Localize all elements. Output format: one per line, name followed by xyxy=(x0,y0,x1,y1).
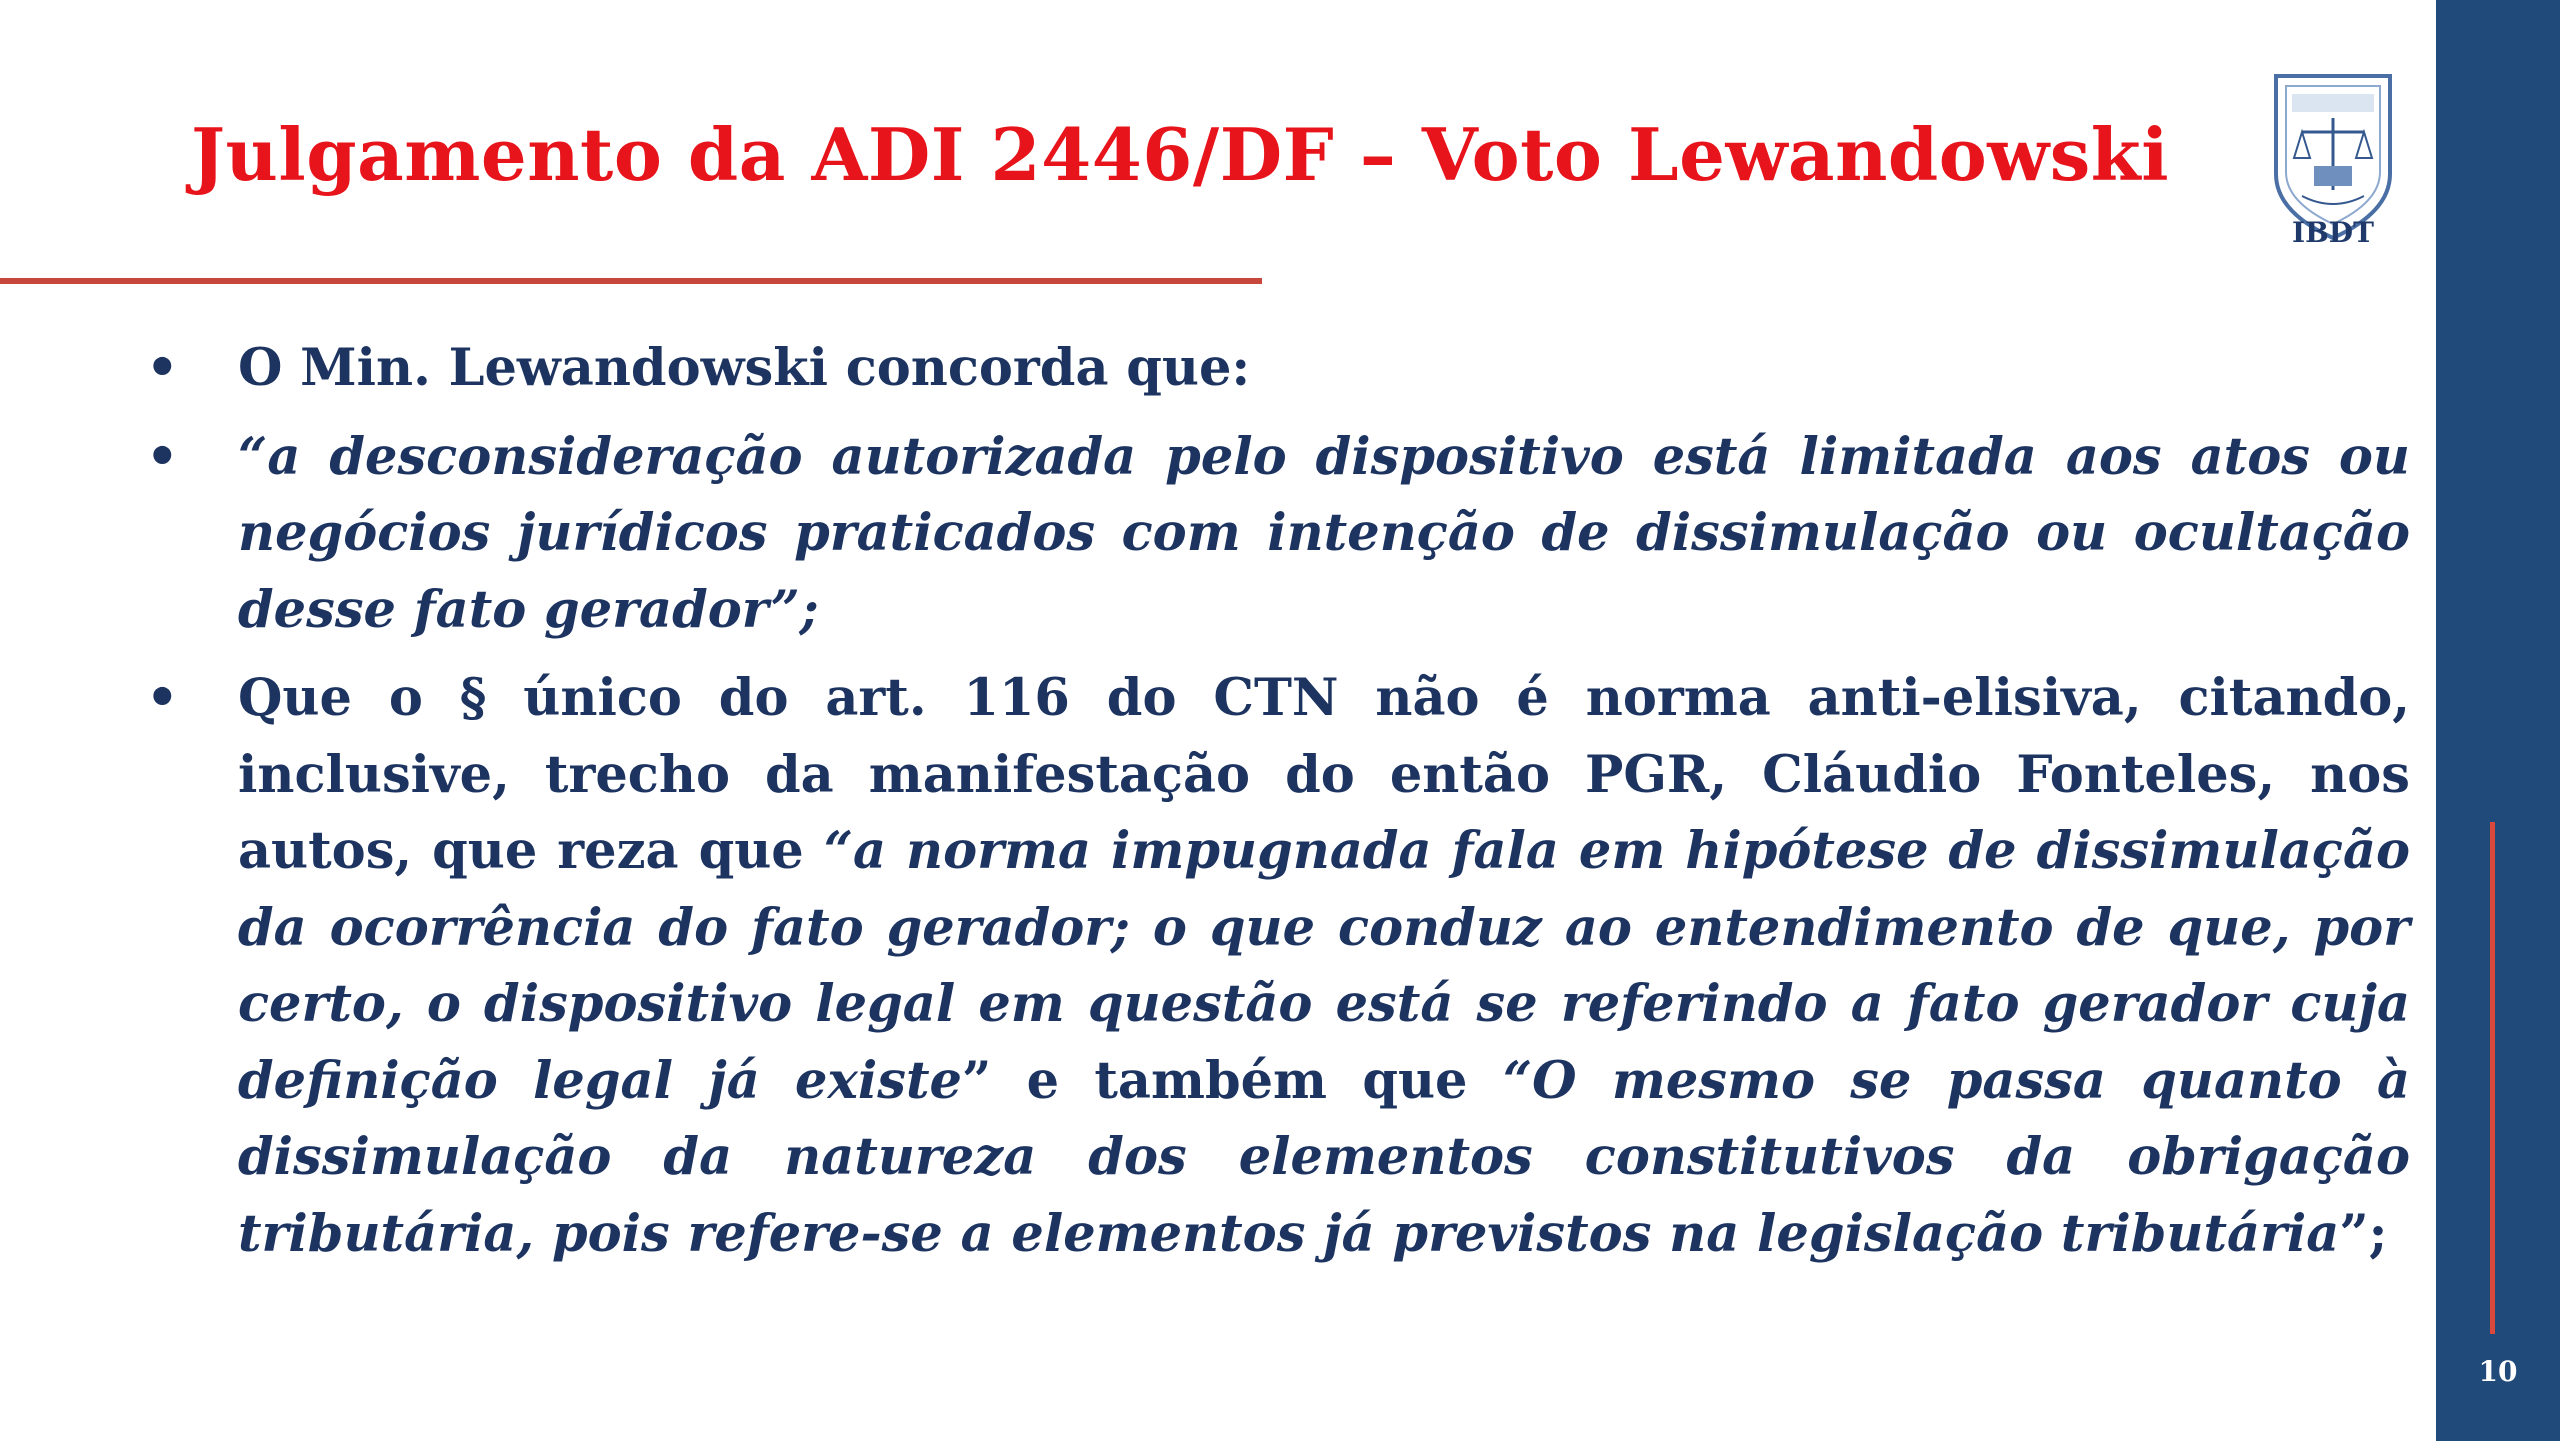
body-text: Que o § único do art. 116 do CTN não é norma anti-elisiva, citando, inclusive, trecho da manifestação do então PGR, Cláudio Fonteles, nos autos, que reza que xyxy=(238,668,2410,881)
bullet-item xyxy=(130,330,2410,407)
quoted-text: “a norma impugnada fala em hipótese de dissimulação da ocorrência do fato gerador; o que conduz ao entendimento de que, por certo, o dispositivo legal em questão está se referindo a fato gerador cuja definição legal já existe xyxy=(238,821,2411,1111)
page-number: 10 xyxy=(2478,1355,2518,1388)
title-underline xyxy=(0,278,1262,284)
quoted-text: “O mesmo se passa quanto à dissimulação da natureza dos elementos constitutivos da obrigação tributária, pois refere-se a elementos já previstos na legislação tributária xyxy=(238,1050,2410,1264)
body-text: ” e também que xyxy=(962,1050,1503,1111)
slide-title: Julgamento da ADI 2446/DF – Voto Lewandowski xyxy=(190,112,2170,197)
quoted-text: “a desconsideração autorizada pelo dispositivo está limitada aos atos ou negócios jurídicos praticados com intenção de dissimulação ou ocultação desse fato gerador”; xyxy=(238,426,2410,640)
sidebar-band xyxy=(2436,0,2560,1441)
sidebar-accent-line xyxy=(2490,822,2495,1334)
bullet-marker: • xyxy=(146,426,179,487)
bullet-marker: • xyxy=(146,668,179,728)
bullet-item xyxy=(130,419,2410,649)
bullet-marker: • xyxy=(146,338,179,398)
bullet-item xyxy=(130,660,2410,1272)
logo-text: IBDT xyxy=(2292,216,2374,249)
body-text: O Min. Lewandowski concorda que: xyxy=(238,338,1251,398)
bullet-list xyxy=(130,330,2410,1284)
body-text: ”; xyxy=(2339,1203,2388,1264)
